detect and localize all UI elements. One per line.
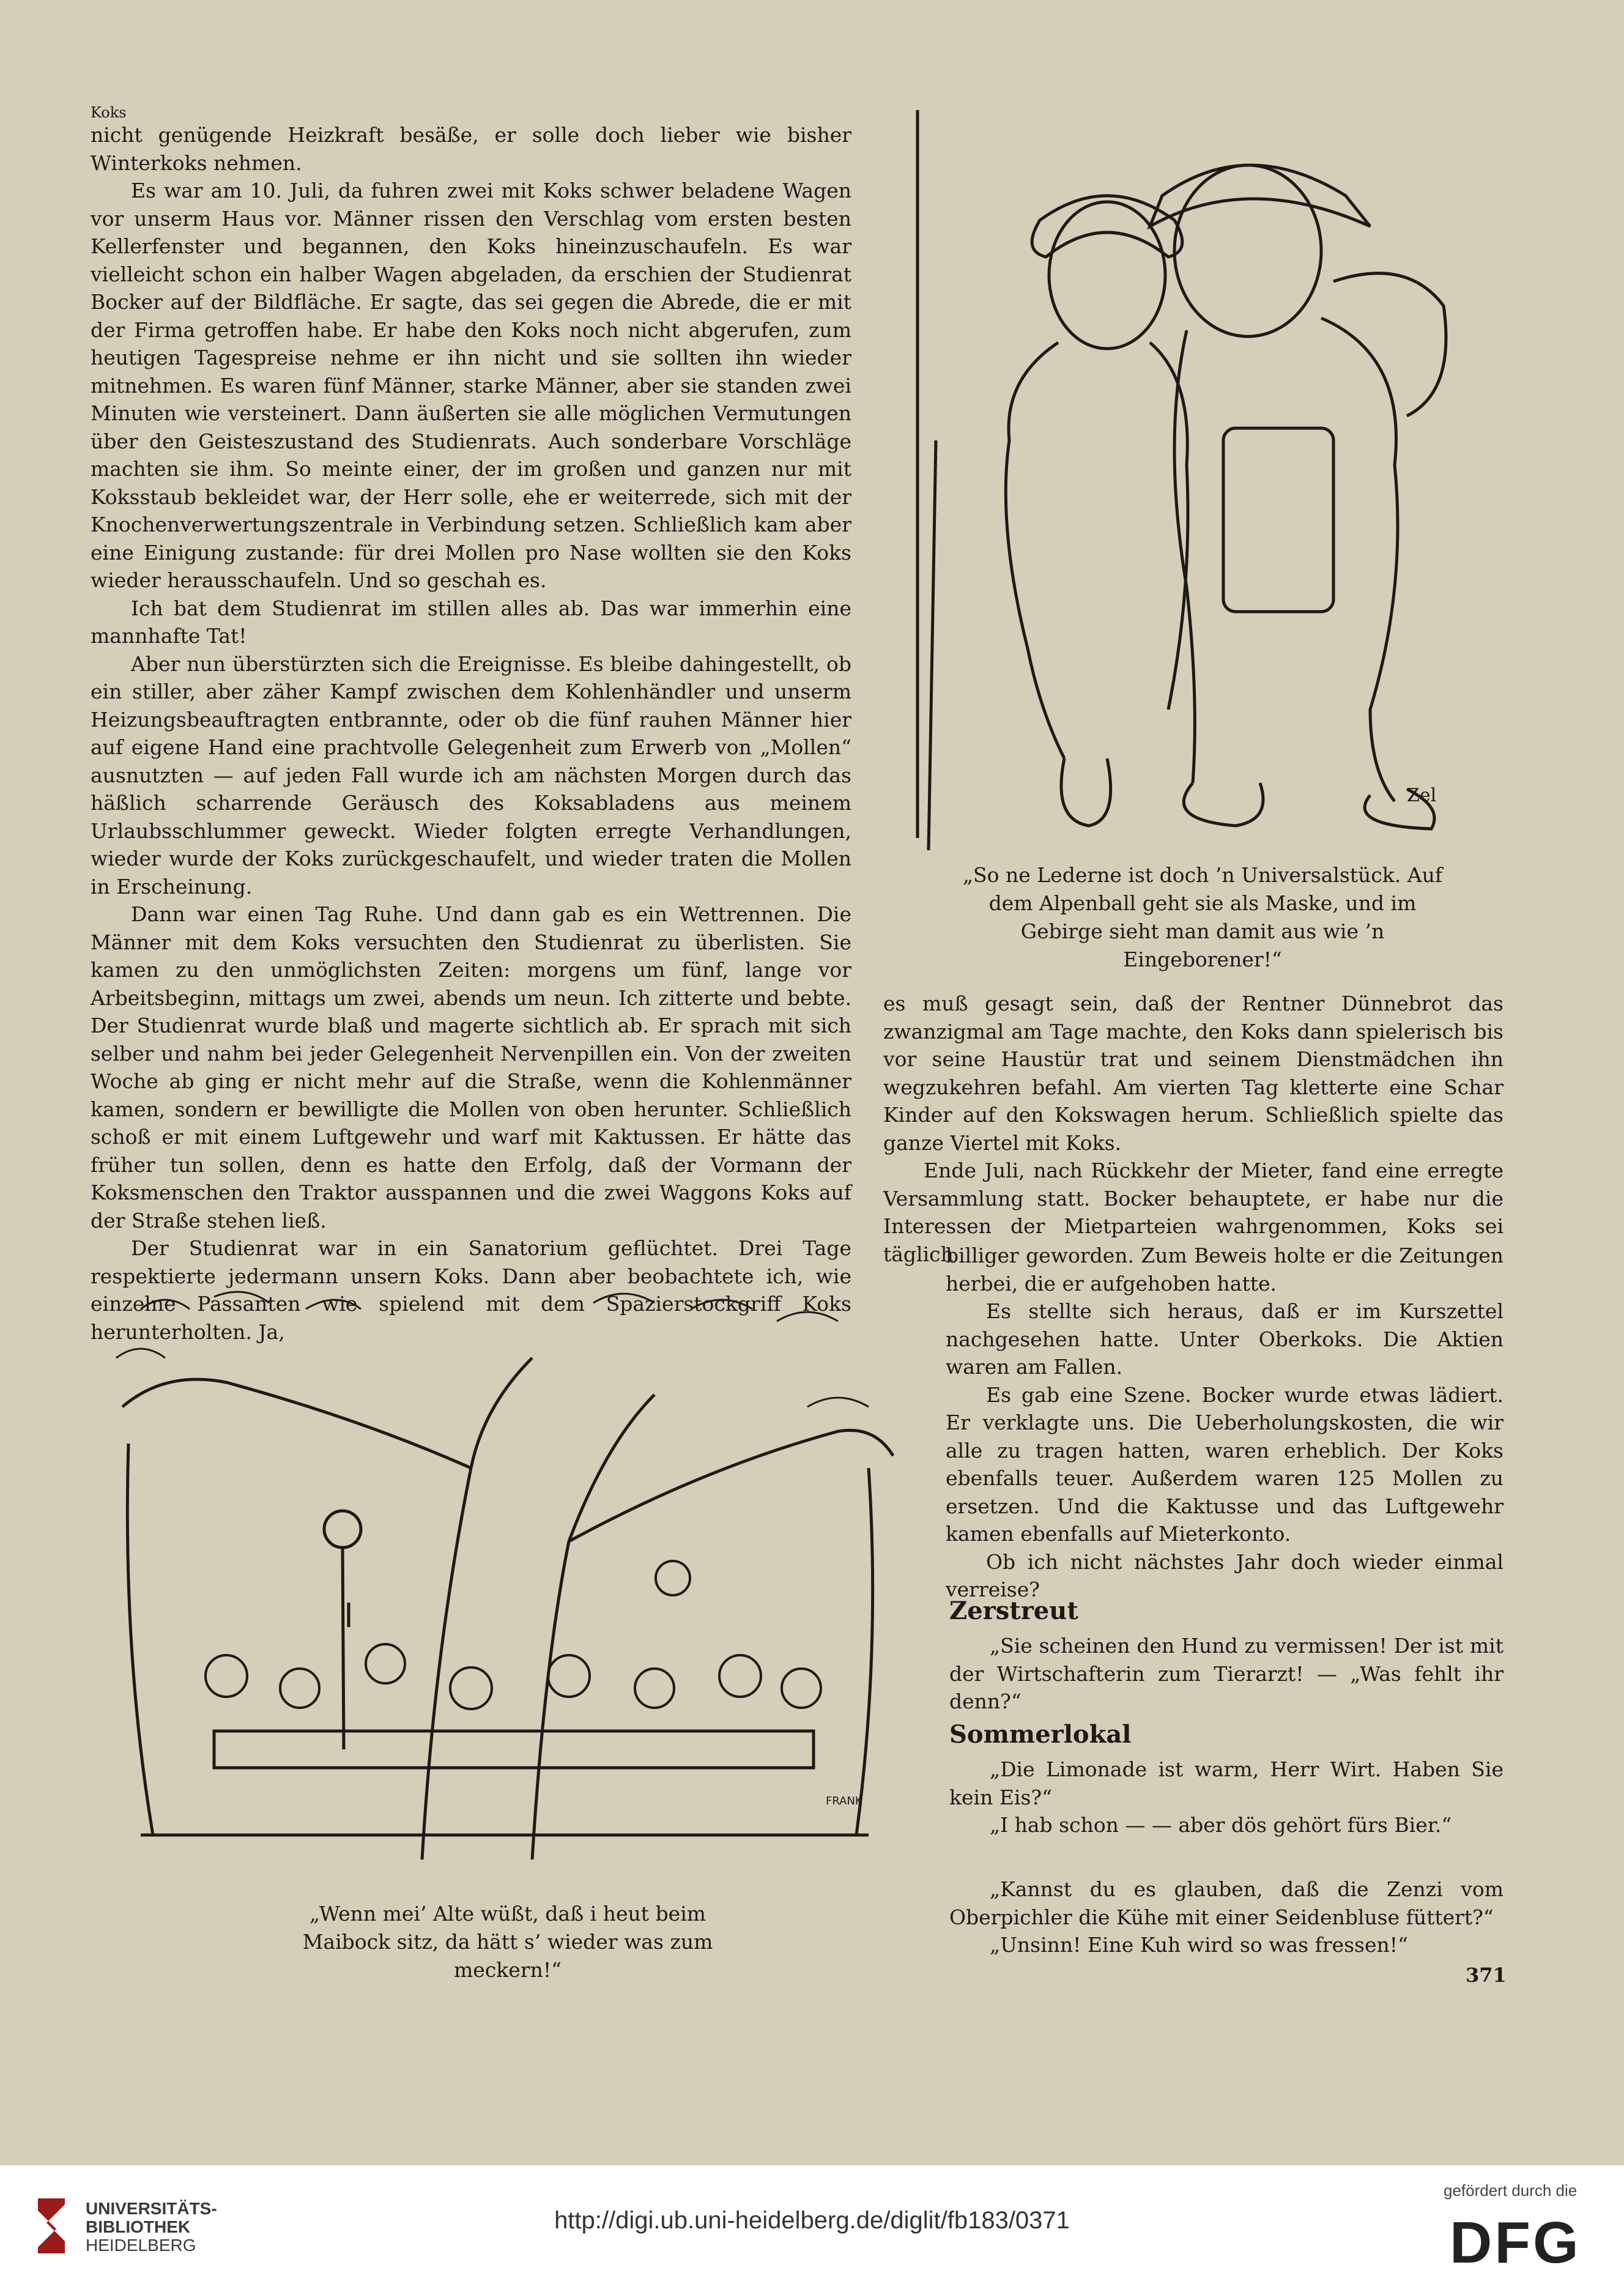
caption-couple: „So ne Lederne ist doch ’n Universalstück. Auf dem Alpenball geht sie als Maske, und im Gebirge sieht man damit aus wie ’n Eingeborener!“ <box>962 863 1443 971</box>
caption-beer-garden: „Wenn mei’ Alte wüßt, daß i heut beim Maibock sitz, da hätt s’ wieder was zum meckern!“ <box>302 1902 713 1982</box>
joke-zenzi <box>949 1875 1503 1959</box>
paragraph: billiger geworden. Zum Beweis holte er die Zeitungen herbei, die er aufgehoben hatte. <box>946 1244 1503 1296</box>
illustration-couple <box>905 98 1456 856</box>
joke-line: „Kannst du es glauben, daß die Zenzi vom Oberpichler die Kühe mit einer Seidenbluse füttert?“ <box>949 1877 1503 1929</box>
dfg-logo: DFG <box>1450 2210 1581 2275</box>
joke-sommerlokal <box>949 1756 1503 1839</box>
illustration-beer-garden <box>104 1285 899 1872</box>
paragraph: es muß gesagt sein, daß der Rentner Dünnebrot das zwanzigmal am Tage machte, den Koks dann spielerisch bis vor seine Haustür trat und seinem Dienstmädchen ihn wegzukehren befahl. Am vierten Tag kletterte eine Schar Kinder auf den Kokswagen herum. Schließlich spielte das ganze Viertel mit Koks. <box>883 992 1503 1155</box>
library-line: BIBLIOTHEK <box>86 2217 191 2236</box>
beer-garden-drawing-icon <box>104 1285 899 1872</box>
heading-zerstreut: Zerstreut <box>949 1596 1078 1625</box>
paragraph: Der Studienrat war in ein Sanatorium geflüchtet. Drei Tage respektierte jedermann unsern Koks. Dann aber beobachtete ich, wie einzelne Passanten wie spielend mit dem Spazierstockgriff Koks herunterholten. Ja, <box>91 1236 851 1344</box>
joke-zerstreut <box>949 1632 1503 1716</box>
paragraph: Dann war einen Tag Ruhe. Und dann gab es ein Wettrennen. Die Männer mit dem Koks versuchten den Studienrat zu überlisten. Sie kamen zu den unmöglichsten Zeiten: morgens um fünf, lange vor Arbeitsbeginn, mittags um zwei, abends um neun. Ich zitterte und bebte. Der Studienrat wurde blaß und magerte sichtlich ab. Er sprach mit sich selber und nahm bei jeder Gelegenheit Nervenpillen ein. Von der zweiten Woche ab ging er nicht mehr auf die Straße, wenn die Kohlenmänner kamen, sondern er bewilligte die Mollen von oben herunter. Schließlich schoß er mit einem Luftgewehr und warf mit Kaktussen. Er hätte das früher tun sollen, denn es hatte den Erfolg, daß der Vormann der Koksmenschen den Traktor ausspannen und die zwei Waggons Koks auf der Straße stehen ließ. <box>91 902 851 1233</box>
right-column-narrow <box>946 1242 1503 1604</box>
library-line: HEIDELBERG <box>86 2236 196 2255</box>
artist-signature: Zel <box>1407 785 1437 806</box>
running-head: Koks <box>91 104 127 121</box>
artist-signature: FRANK <box>826 1795 862 1808</box>
permalink-url[interactable]: http://digi.ub.uni-heidelberg.de/diglit/fb183/0371 <box>554 2207 1070 2234</box>
left-column <box>91 121 851 1346</box>
paragraph: Es stellte sich heraus, daß er im Kurszettel nachgesehen hatte. Unter Oberkoks. Die Aktien waren am Fallen. <box>946 1299 1503 1379</box>
paragraph: Es gab eine Szene. Bocker wurde etwas lädiert. Er verklagte uns. Die Ueberholungskosten, die wir alle zu tragen hatten, waren erheblich. Der Koks ebenfalls teuer. Außerdem waren 125 Mollen zu ersetzen. Und die Kaktusse und das Luftgewehr kamen ebenfalls auf Mieterkonto. <box>946 1382 1503 1546</box>
right-column <box>883 990 1503 1268</box>
digitization-footer <box>0 2165 1624 2284</box>
paragraph: Es war am 10. Juli, da fuhren zwei mit Koks schwer beladene Wagen vor unserm Haus vor. Männer rissen den Verschlag vom ersten besten Kellerfenster und begannen, den Koks hineinzuschaufeln. Es war vielleicht schon ein halber Wagen abgeladen, da erschien der Studienrat Bocker auf der Bildfläche. Er sagte, das sei gegen die Abrede, die er mit der Firma getroffen habe. Er habe den Koks noch nicht abgerufen, zum heutigen Tagespreise nehme er ihn nicht und sie sollten ihn wieder mitnehmen. Es waren fünf Männer, starke Männer, aber sie standen zwei Minuten wie versteinert. Dann äußerten sie alle möglichen Vermutungen über den Geisteszustand des Studienrats. Auch sonderbare Vorschläge machten sie ihm. So meinte einer, der im großen und ganzen nur mit Koksstaub bekleidet war, der Herr solle, ehe er weiterrede, sich mit der Knochenverwertungszentrale in Verbindung setzen. Schließlich kam aber eine Einigung zustande: für drei Mollen pro Nase wollten sie den Koks wieder herausschaufeln. Und so geschah es. <box>91 179 851 592</box>
heading-sommerlokal: Sommerlokal <box>949 1720 1132 1749</box>
funded-by-label: gefördert durch die <box>1444 2181 1578 2200</box>
paragraph: Ich bat dem Studienrat im stillen alles ab. Das war immerhin eine mannhafte Tat! <box>91 596 851 648</box>
page-number: 371 <box>1466 1963 1507 1987</box>
paragraph: nicht genügende Heizkraft besäße, er solle doch lieber wie bisher Winterkoks nehmen. <box>91 123 851 175</box>
joke-line: „Die Limonade ist warm, Herr Wirt. Haben Sie kein Eis?“ <box>949 1757 1503 1809</box>
couple-drawing-icon <box>905 98 1456 856</box>
paragraph: Ob ich nicht nächstes Jahr doch wieder einmal verreise? <box>946 1549 1503 1601</box>
library-line: UNIVERSITÄTS- <box>86 2199 217 2218</box>
joke-line: „Unsinn! Eine Kuh wird so was fressen!“ <box>990 1933 1408 1957</box>
joke-text: „Sie scheinen den Hund zu vermissen! Der ist mit der Wirtschafterin zum Tierarzt! — „Was fehlt ihr denn?“ <box>949 1634 1503 1713</box>
paragraph: Aber nun überstürzten sich die Ereignisse. Es bleibe dahingestellt, ob ein stiller, aber zäher Kampf zwischen dem Kohlenhändler und unserm Heizungsbeauftragten entbrannte, oder ob die fünf rauhen Männer hier auf eigene Hand eine prachtvolle Gelegenheit zum Erwerb von „Mollen“ ausnutzten — auf jeden Fall wurde ich am nächsten Morgen durch das häßlich scharrende Geräusch des Koksabladens aus meinem Urlaubsschlummer geweckt. Wieder folgten erregte Verhandlungen, wieder wurde der Koks zurückgeschaufelt, und wieder traten die Mollen in Erscheinung. <box>91 651 851 899</box>
joke-line: „I hab schon — — aber dös gehört fürs Bier.“ <box>990 1813 1452 1837</box>
paragraph: Ende Juli, nach Rückkehr der Mieter, fand eine erregte Versammlung statt. Bocker behauptete, er habe nur die Interessen der Mietparteien wahrgenommen, Koks sei täglich <box>883 1159 1503 1266</box>
